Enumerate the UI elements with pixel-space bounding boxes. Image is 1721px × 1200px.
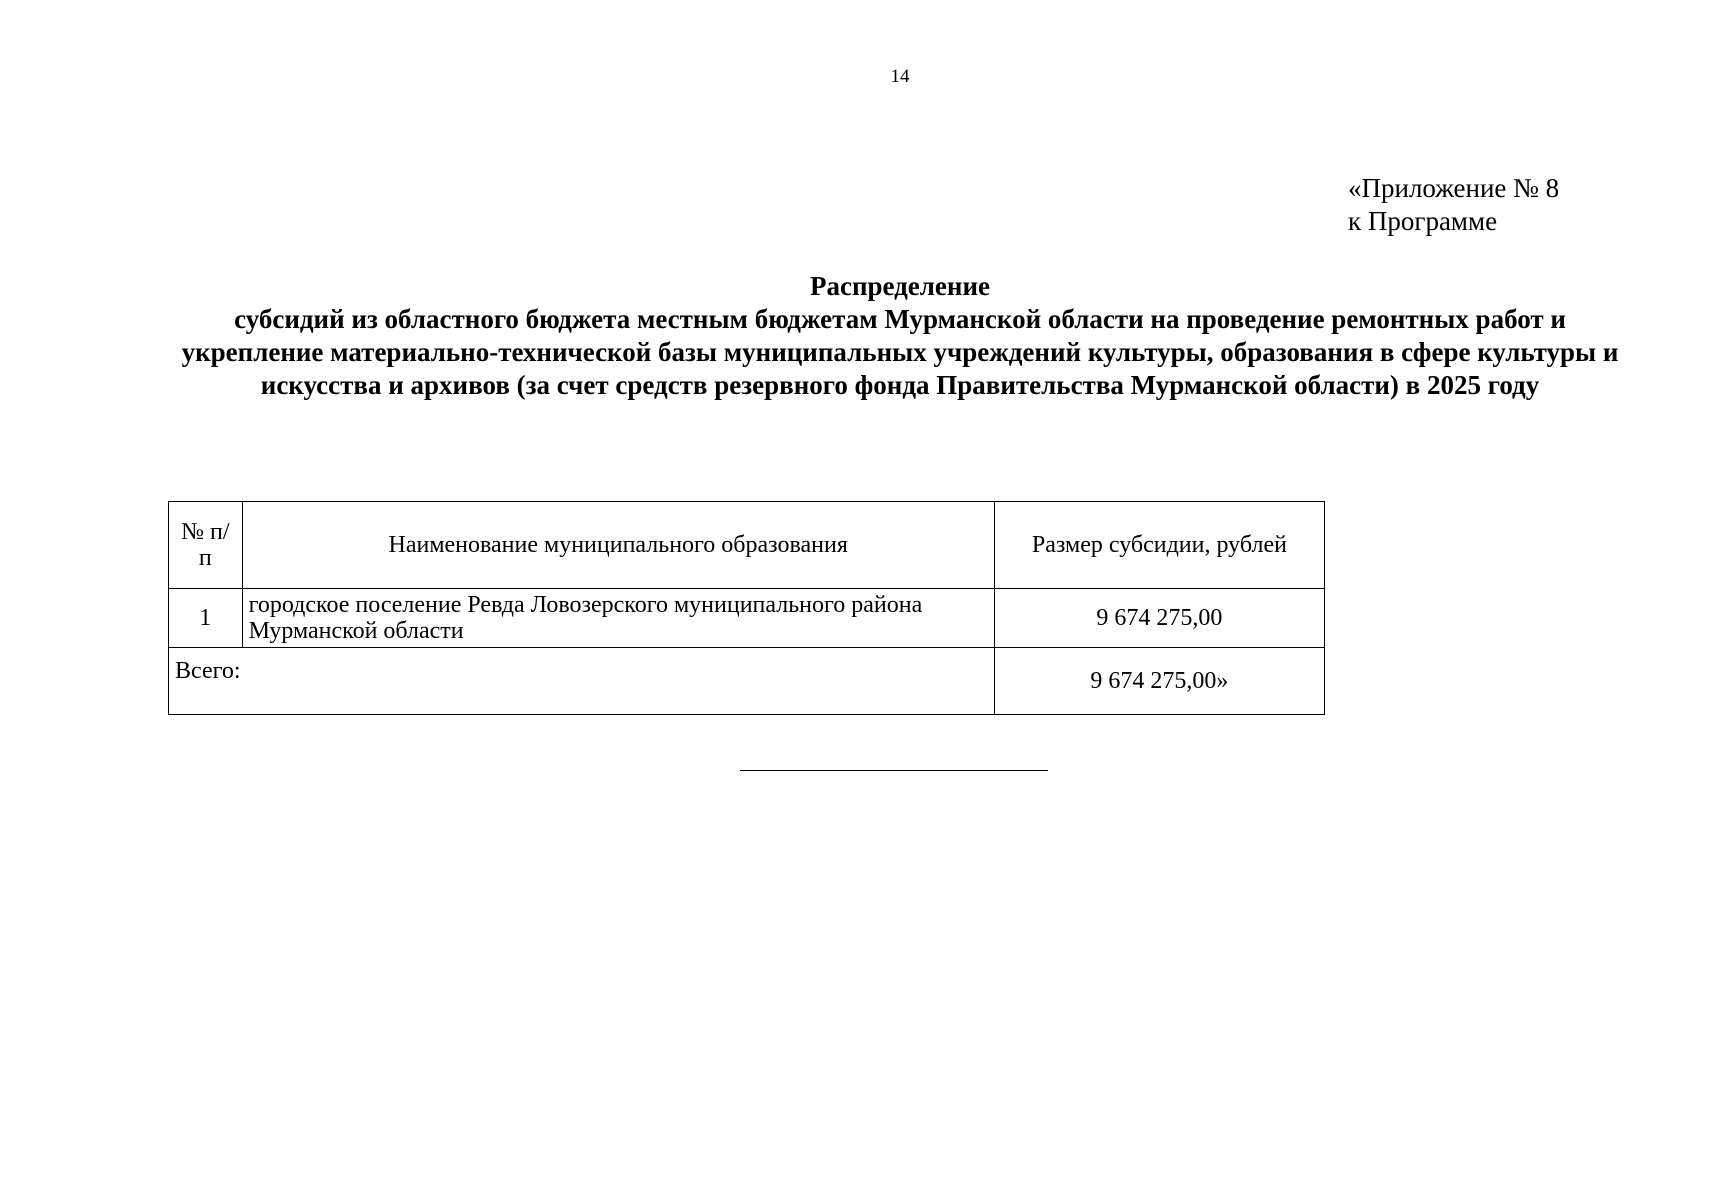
- row-amount: 9 674 275,00: [994, 589, 1324, 648]
- page-number: 14: [890, 66, 910, 87]
- title-subtitle: субсидий из областного бюджета местным бюджетам Мурманской области на проведение ремонтных работ и укрепление материально-технической базы муниципальных учреждений культуры, образования в сфере культуры и искусства и архивов (за счет средств резервного фонда Правительства Мурманской области) в 2025 году: [181, 304, 1619, 400]
- appendix-line-1: «Приложение № 8: [1348, 173, 1560, 203]
- appendix-line-2: к Программе: [1348, 206, 1498, 236]
- title-heading: Распределение: [809, 271, 991, 301]
- total-amount: 9 674 275,00»: [994, 648, 1324, 715]
- header-amount: Размер субсидии, рублей: [994, 502, 1324, 589]
- appendix-reference: [1348, 172, 1559, 238]
- header-name: Наименование муниципального образования: [242, 502, 994, 589]
- total-label: Всего:: [169, 648, 995, 715]
- table-row: [169, 589, 1325, 648]
- end-divider-line: [740, 770, 1048, 771]
- header-number: № п/п: [169, 502, 243, 589]
- row-name: городское поселение Ревда Ловозерского муниципального района Мурманской области: [242, 589, 994, 648]
- table-header-row: [169, 502, 1325, 589]
- subsidy-table: [168, 501, 1325, 715]
- document-title: [150, 270, 1650, 402]
- row-number: 1: [169, 589, 243, 648]
- table-total-row: [169, 648, 1325, 715]
